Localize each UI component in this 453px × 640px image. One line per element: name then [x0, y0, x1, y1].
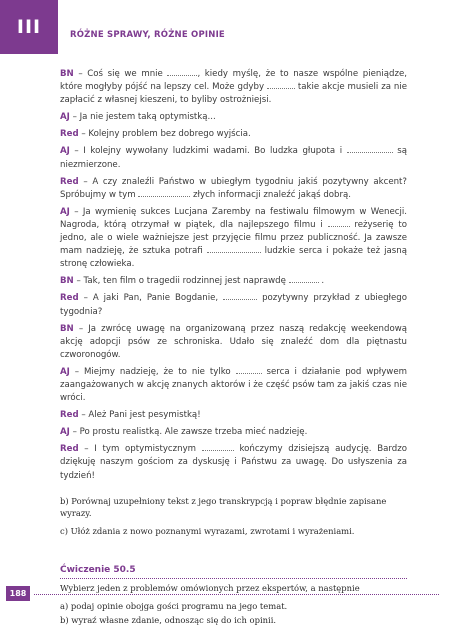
- page-header: [0, 0, 453, 52]
- speaker-label: Red: [60, 129, 79, 140]
- dialogue-text-segment: – I kolejny wywołany ludzkimi wadami. Bo ludzka głupota i: [69, 146, 347, 157]
- dialogue-line: [60, 275, 407, 288]
- exercise-body: [60, 582, 420, 632]
- exercise-divider: [60, 578, 407, 579]
- speaker-label: AJ: [60, 112, 70, 123]
- fill-in-blank[interactable]: [347, 145, 393, 153]
- dialogue-text-segment: złych informacji znaleźć jakąś dobrą.: [190, 189, 352, 200]
- fill-in-blank[interactable]: [267, 81, 295, 89]
- dialogue-text-segment: – I tym optymistycznym: [78, 444, 202, 455]
- tasks-block: [60, 495, 420, 543]
- speaker-label: AJ: [60, 206, 70, 217]
- speaker-label: Red: [60, 293, 79, 304]
- dialogue-line: [60, 176, 407, 202]
- chapter-number-tab: III: [0, 0, 58, 54]
- task-b: b) Porównaj uzupełniony tekst z jego transkrypcją i popraw błędnie zapisane wyrazy.: [60, 496, 387, 518]
- fill-in-blank[interactable]: [289, 275, 319, 283]
- dialogue-text-segment: .: [318, 276, 325, 287]
- speaker-label: AJ: [60, 366, 70, 377]
- fill-in-blank[interactable]: [223, 292, 257, 300]
- speaker-label: Red: [60, 410, 79, 421]
- dialogue-line: [60, 366, 407, 405]
- dialogue-text-segment: pozytywny przykład z ubiegłego tygodnia?: [60, 293, 407, 317]
- fill-in-blank[interactable]: [138, 189, 190, 197]
- page-number: 188: [6, 586, 30, 601]
- dialogue-text-segment: reżyserię to jedno, ale o wiele ważniejsze jest przyjęcie filmu przez publiczność. Ja zawsze mam nadzieję, że sztuka potrafi: [60, 219, 407, 257]
- exercise-title: Ćwiczenie 50.5: [60, 565, 136, 575]
- speaker-label: Red: [60, 176, 79, 187]
- dialogue-line: [60, 292, 407, 318]
- dialogue-text-segment: serca i działanie pod wpływem zaangażowanych w akcję znanych aktorów i że część psów tam za jakiś czas nie wróci.: [60, 366, 407, 404]
- task-c: c) Ułóż zdania z nowo poznanymi wyrazami, zwrotami i wyrażeniami.: [60, 526, 355, 536]
- exercise-item-b: b) wyraź własne zdanie, odnosząc się do ich opinii.: [60, 615, 277, 625]
- fill-in-blank[interactable]: [202, 443, 234, 451]
- dialogue-text-segment: – Coś się we mnie: [73, 69, 168, 79]
- dialogue-text-segment: ludzkie serca i pokaże też jasną stronę człowieka.: [60, 246, 408, 270]
- dialogue-line: [60, 443, 407, 482]
- dialogue-line: [60, 409, 407, 422]
- dialogue-text-segment: , kiedy myślę, że to nasze wspólne pieniądze, które mogłyby pójść na lepszy cel. Może gdyby: [60, 69, 408, 93]
- dialogue-text-segment: – A czy znaleźli Państwo w ubiegłym tygodniu jakiś pozytywny akcent? Spróbujmy w tym: [60, 176, 407, 200]
- dialogue-text: [60, 68, 407, 487]
- dialogue-text-segment: – Ja wymienię sukces Lucjana Zaremby na festiwalu filmowym w Wenecji. Nagroda, którą otrzymał w piątek, dla najlepszego filmu i: [60, 206, 407, 230]
- dialogue-text-segment: – Po prostu realistką. Ale zawsze trzeba mieć nadzieję.: [69, 427, 308, 438]
- speaker-label: Red: [60, 444, 79, 455]
- footer-divider: [34, 594, 439, 595]
- dialogue-line: [60, 68, 407, 107]
- dialogue-text-segment: – Tak, ten film o tragedii rodzinnej jest naprawdę: [73, 276, 289, 287]
- chapter-title: RÓŻNE SPRAWY, RÓŻNE OPINIE: [70, 30, 225, 40]
- dialogue-text-segment: takie akcje musieli za nie zapłacić z własnej kieszeni, to byliby ostrożniejsi.: [60, 82, 407, 106]
- speaker-label: BN: [60, 276, 74, 287]
- dialogue-text-segment: – Miejmy nadzieję, że to nie tylko: [69, 366, 236, 377]
- exercise-item-a: a) podaj opinie obojga gości programu na jego temat.: [60, 601, 288, 611]
- speaker-label: BN: [60, 323, 74, 334]
- dialogue-text-segment: są niezmierzone.: [60, 146, 407, 170]
- dialogue-text-segment: – Ależ Pani jest pesymistką!: [78, 410, 201, 421]
- dialogue-text-segment: – Ja zwrócę uwagę na organizowaną przez naszą redakcję weekendową akcję adopcji psów ze schroniska. Udało się znaleźć dom dla piętnastu czworonogów.: [60, 323, 407, 360]
- dialogue-text-segment: – Ja nie jestem taką optymistką...: [69, 112, 216, 123]
- speaker-label: AJ: [60, 146, 70, 157]
- dialogue-line: [60, 128, 407, 141]
- speaker-label: AJ: [60, 427, 70, 438]
- exercise-intro: Wybierz jeden z problemów omówionych przez ekspertów, a następnie: [60, 583, 360, 593]
- dialogue-line: [60, 206, 407, 271]
- dialogue-line: [60, 111, 407, 124]
- dialogue-text-segment: kończymy dzisiejszą audycję. Bardzo dziękuję naszym gościom za dyskusję i Państwu za uwagę. Do usłyszenia za tydzień!: [60, 444, 407, 481]
- dialogue-text-segment: – A jaki Pan, Panie Bogdanie,: [78, 293, 224, 304]
- dialogue-text-segment: – Kolejny problem bez dobrego wyjścia.: [78, 129, 251, 140]
- dialogue-line: [60, 323, 407, 362]
- fill-in-blank[interactable]: [236, 366, 262, 374]
- speaker-label: BN: [60, 69, 74, 79]
- dialogue-line: [60, 426, 407, 439]
- fill-in-blank[interactable]: [167, 68, 197, 76]
- fill-in-blank[interactable]: [207, 245, 261, 253]
- fill-in-blank[interactable]: [328, 219, 350, 227]
- dialogue-line: [60, 145, 407, 171]
